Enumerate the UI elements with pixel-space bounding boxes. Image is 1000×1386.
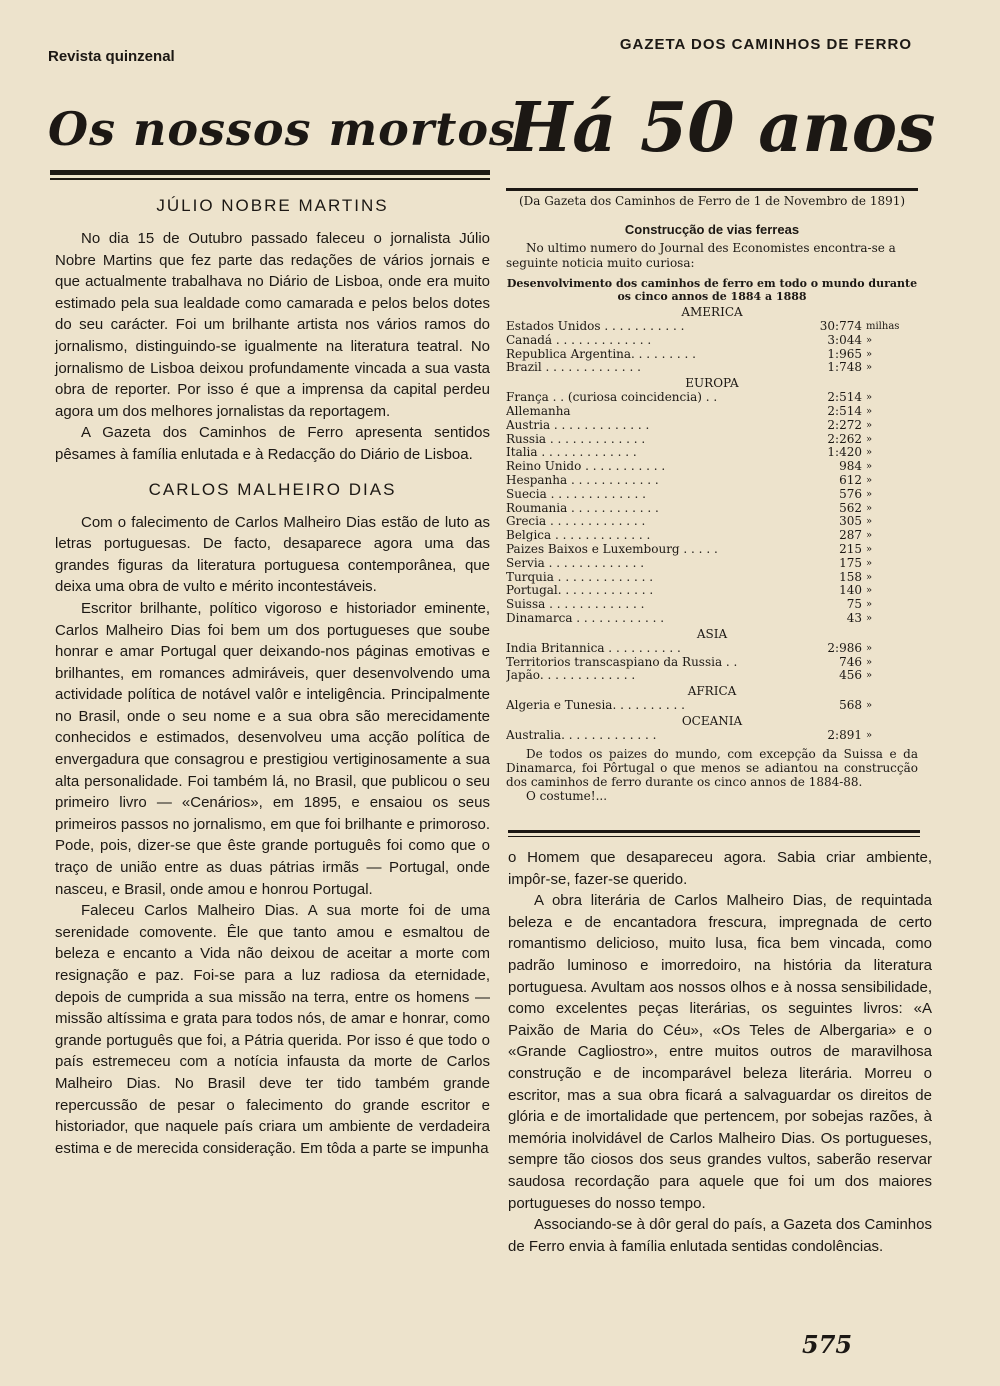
paragraph: Faleceu Carlos Malheiro Dias. A sua morte foi de uma serenidade comovente. Êle que tanto amou e esmaltou de beleza e encanto a Vida não deixou de aceitar a morte com resignação e paz. Foi-se para a luz radiosa da eternidade, depois de cumprida a sua missão na terra, entre os homens — missão altíssima e grata para todos nós, de amar e honrar, como grande português que foi, a Pátria querida. Por isso é que todo o país estremeceu com a notícia infausta da morte de Carlos Malheiro Dias. No Brasil deve ter tido também grande repercussão de pesar o falecimento do grande escritor e historiador, que naquele país criara um ambiente de verdadeira estima e de merecida consideração. Em tôda a parte se impunha xyxy=(55,902,490,1157)
table-cell-value: 305 xyxy=(839,514,862,529)
table-cell-value: 75 xyxy=(846,597,862,612)
table-region-heading: AMERICA xyxy=(681,305,743,319)
table-cell-country: Turquia . . . . . . . . . . . . . xyxy=(506,570,654,584)
header-left: Revista quinzenal xyxy=(48,48,175,65)
table-row xyxy=(506,571,918,585)
paragraph: Associando-se à dôr geral do país, a Gazeta dos Caminhos de Ferro envia à família enlutada sentidas condolências. xyxy=(508,1216,932,1255)
table-cell-country: Allemanha xyxy=(506,404,571,418)
table-cell-country: Republica Argentina. . . . . . . . . xyxy=(506,347,696,361)
table-cell-value: 287 xyxy=(839,528,862,543)
table-cell-value: 576 xyxy=(839,486,862,501)
table-region-heading: OCEANIA xyxy=(681,713,743,728)
table-cell-value: 568 xyxy=(839,698,862,713)
table-cell-unit: » xyxy=(866,348,873,360)
table-cell-country: Japão. . . . . . . . . . . . . xyxy=(506,669,636,683)
paragraph: No dia 15 de Outubro passado faleceu o jornalista Júlio Nobre Martins que fez parte das redações de vários jornais e que actualmente trabalhava no Diário de Lisboa, onde era muito estimado pela sua lealdade como camarada e pelos belos dotes do seu carácter. Foi um brilhante artista nos vários ramos do jornalismo, distinguindo-se igualmente na literatura teatral. No jornalismo de Lisboa deixou profundamente vincada a sua vasta obra de reporter. Por isso é que a imprensa da capital perdeu agora um dos melhores jornalistas da reportagem. xyxy=(55,230,490,420)
paragraph: A obra literária de Carlos Malheiro Dias, de requintada beleza e de encantadora frescura, impregnada de certo romantismo delicioso, muito lusa, fica bem vincada, como padrão luminoso e imorredoiro, na história da literatura portuguesa. Avultam aos nossos olhos e à nossa sensibilidade, como excelentes peças literárias, os seguintes livros: «A Paixão de Maria do Céu», «Os Teles de Albergaria» e o «Grande Cagliostro», entre muitos outros de maravilhosa construção e de incomparável beleza literária. Morreu o escritor, mas a sua obra ficará a salvaguardar os direitos de glória e de imortalidade que pertencem, por sobejas razões, à memória inolvidável de Carlos Malheiro Dias. Os portugueses, sempre tão ciosos dos seus grandes vultos, saberão reservar saudosa recordação para aquele que foi um dos maiores portugueses do nosso tempo. xyxy=(508,892,932,1212)
table-cell-value: 1:965 xyxy=(827,346,862,361)
obituary-heading-2: CARLOS MALHEIRO DIAS xyxy=(148,479,397,499)
table-cell-country: Territorios transcaspiano da Russia . . xyxy=(506,655,738,669)
table-cell-country: Canadá . . . . . . . . . . . . . xyxy=(506,333,652,347)
table-row xyxy=(506,612,918,626)
note-paragraph: De todos os paizes do mundo, com excepção da Suissa e da Dinamarca, foi Pôrtugal o que menos se adiantou na construcção dos caminhos de ferro durante os cinco annos de 1884-88. xyxy=(506,746,918,789)
note-paragraph: O costume!... xyxy=(526,788,608,803)
table-region-heading: EUROPA xyxy=(685,376,739,391)
table-cell-country: França . . (curiosa coincidencia) . . xyxy=(506,391,718,405)
table-cell-unit: » xyxy=(866,433,873,445)
section-title-obituaries: Os nossos mortos xyxy=(48,102,516,156)
table-row xyxy=(506,642,918,656)
table-cell-unit: milhas xyxy=(866,321,900,332)
table-cell-value: 746 xyxy=(839,654,862,669)
paragraph: o Homem que desapareceu agora. Sabia criar ambiente, impôr-se, fazer-se querido. xyxy=(508,849,932,888)
right-column-continuation xyxy=(508,847,932,1257)
table-row xyxy=(506,348,918,362)
table-cell-country: Australia. . . . . . . . . . . . . xyxy=(506,728,657,742)
table-cell-unit: » xyxy=(866,502,873,514)
table-cell-unit: » xyxy=(866,419,873,431)
table-cell-unit: » xyxy=(866,599,873,611)
table-cell-unit: » xyxy=(866,474,873,486)
table-row xyxy=(506,529,918,543)
table-cell-country: Portugal. . . . . . . . . . . . . xyxy=(506,584,654,598)
table-cell-value: 3:044 xyxy=(827,332,862,347)
table-row xyxy=(506,584,918,598)
table-cell-value: 456 xyxy=(839,668,862,683)
table-title: Desenvolvimento dos caminhos de ferro em todo o mundo durante os cinco annos de 1884 a 1888 xyxy=(506,277,918,303)
table-cell-country: Reino Unido . . . . . . . . . . . xyxy=(506,460,666,474)
table-cell-unit: » xyxy=(866,543,873,555)
table-cell-value: 158 xyxy=(839,569,862,584)
table-cell-country: Brazil . . . . . . . . . . . . . xyxy=(506,361,641,375)
table-cell-value: 612 xyxy=(839,472,862,487)
table-cell-unit: » xyxy=(866,488,873,500)
table-cell-country: Suecia . . . . . . . . . . . . . xyxy=(506,487,646,501)
table-cell-value: 43 xyxy=(846,610,862,625)
table-cell-value: 2:514 xyxy=(827,403,862,418)
table-cell-unit: » xyxy=(866,530,873,542)
table-cell-unit: » xyxy=(866,392,873,404)
table-cell-country: Austria . . . . . . . . . . . . . xyxy=(506,418,650,432)
table-row xyxy=(506,502,918,516)
table-cell-country: India Britannica . . . . . . . . . . xyxy=(506,641,681,655)
table-cell-unit: » xyxy=(866,362,873,374)
table-cell-country: Italia . . . . . . . . . . . . . xyxy=(506,446,637,460)
table-row xyxy=(506,419,918,433)
table-cell-value: 140 xyxy=(839,583,862,598)
header-right: GAZETA DOS CAMINHOS DE FERRO xyxy=(619,36,912,53)
table-row xyxy=(506,557,918,571)
table-cell-unit: » xyxy=(866,461,873,473)
table-cell-country: Paizes Baixos e Luxembourg . . . . . xyxy=(506,542,718,556)
table-cell-unit: » xyxy=(866,642,873,654)
table-row xyxy=(506,405,918,419)
table-cell-value: 2:514 xyxy=(827,390,862,405)
section-title-50-years: Há 50 anos xyxy=(508,88,936,168)
paragraph: A Gazeta dos Caminhos de Ferro apresenta sentidos pêsames à família enlutada e à Redacção do Diário de Lisboa. xyxy=(55,424,490,463)
table-cell-country: Suissa . . . . . . . . . . . . . xyxy=(506,598,645,612)
table-cell-country: Algeria e Tunesia. . . . . . . . . . xyxy=(506,699,685,713)
divider xyxy=(508,830,920,833)
table-cell-country: Roumania . . . . . . . . . . . . xyxy=(506,501,659,515)
table-row xyxy=(506,488,918,502)
table-region-heading: ASIA xyxy=(696,626,728,641)
paragraph: Escritor brilhante, político vigoroso e historiador eminente, Carlos Malheiro Dias foi bem um dos portugueses que soube honrar e amar Portugal quer deixando-nos páginas emotivas e brilhantes, em romances admiráveis, quer desenvolvendo uma actividade política de notável valôr e inteligência. Principalmente no Brasil, onde o seu nome e a sua obra são merecidamente conhecidos e estimados, desenvolveu uma acção política de envergadura que consagrou e prestigiou vertiginosamente a sua alta personalidade. Foi também lá, no Brasil, que publicou o seu primeiro livro — «Cenários», em 1895, e ensaiou os seus primeiros passos no jornalismo, em que foi brilhante e primoroso. Pode, pois, dizer-se que êste grande português foi como que o traço de união entre as duas pátrias irmãs — Portugal, onde nasceu, e Brasil, onde amou e honrou Portugal. xyxy=(55,599,490,898)
table-cell-country: Dinamarca . . . . . . . . . . . . xyxy=(506,611,665,625)
table-row xyxy=(506,433,918,447)
table-cell-unit: » xyxy=(866,670,873,682)
table-cell-unit: » xyxy=(866,656,873,668)
table-cell-value: 215 xyxy=(839,541,862,556)
table-cell-value: 2:986 xyxy=(827,640,862,655)
table-cell-country: Belgica . . . . . . . . . . . . . xyxy=(506,529,651,543)
table-cell-value: 2:891 xyxy=(827,727,862,742)
table-cell-unit: » xyxy=(866,557,873,569)
table-row xyxy=(506,543,918,557)
table-row xyxy=(506,729,918,743)
table-row xyxy=(506,656,918,670)
obituary-heading-1: JÚLIO NOBRE MARTINS xyxy=(156,196,389,215)
table-row xyxy=(506,515,918,529)
table-cell-unit: » xyxy=(866,729,873,741)
table-cell-value: 984 xyxy=(839,459,862,474)
divider xyxy=(50,178,490,180)
table-row xyxy=(506,699,918,713)
table-cell-unit: » xyxy=(866,612,873,624)
table-cell-unit: » xyxy=(866,571,873,583)
paragraph: Com o falecimento de Carlos Malheiro Dias estão de luto as letras portuguesas. De facto, desaparece agora uma das grandes figuras da literatura portuguesa contemporânea, que deixa uma obra de vulto e mérito incontestáveis. xyxy=(55,513,490,596)
page-number: 575 xyxy=(802,1330,853,1359)
table-cell-unit: » xyxy=(866,447,873,459)
table-cell-country: Russia . . . . . . . . . . . . . xyxy=(506,432,646,446)
table-cell-country: Grecia . . . . . . . . . . . . . xyxy=(506,515,646,529)
table-cell-country: Hespanha . . . . . . . . . . . . xyxy=(506,473,659,487)
table-cell-value: 1:420 xyxy=(827,445,862,460)
table-row xyxy=(506,460,918,474)
table-cell-value: 30:774 xyxy=(819,319,862,333)
table-cell-value: 175 xyxy=(839,555,862,570)
table-cell-value: 1:748 xyxy=(827,360,862,375)
table-row xyxy=(506,474,918,488)
table-cell-country: Servia . . . . . . . . . . . . . xyxy=(506,556,645,570)
left-column xyxy=(55,196,490,1159)
table-cell-value: 2:262 xyxy=(827,431,862,446)
table-row xyxy=(506,669,918,683)
right-column xyxy=(506,194,918,803)
table-row xyxy=(506,446,918,460)
table-row xyxy=(506,361,918,375)
table-cell-unit: » xyxy=(866,700,873,712)
table-cell-unit: » xyxy=(866,585,873,597)
railway-table xyxy=(506,305,918,743)
intro-paragraph: No ultimo numero do Journal des Economistes encontra-se a seguinte noticia muito curiosa: xyxy=(506,241,896,270)
divider xyxy=(508,836,920,837)
divider xyxy=(50,170,490,175)
article-subheading: Construcção de vias ferreas xyxy=(624,222,800,237)
source-line: (Da Gazeta dos Caminhos de Ferro de 1 de Novembro de 1891) xyxy=(518,194,906,208)
table-region-heading: AFRICA xyxy=(687,684,737,699)
table-cell-value: 2:272 xyxy=(827,417,862,432)
table-cell-unit: » xyxy=(866,334,873,346)
table-cell-value: 562 xyxy=(839,500,862,515)
table-row xyxy=(506,598,918,612)
table-cell-unit: » xyxy=(866,516,873,528)
table-row xyxy=(506,334,918,348)
table-cell-country: Estados Unidos . . . . . . . . . . . xyxy=(506,320,685,333)
table-cell-unit: » xyxy=(866,405,873,417)
table-row xyxy=(506,391,918,405)
table-row xyxy=(506,320,918,334)
divider xyxy=(506,188,918,191)
